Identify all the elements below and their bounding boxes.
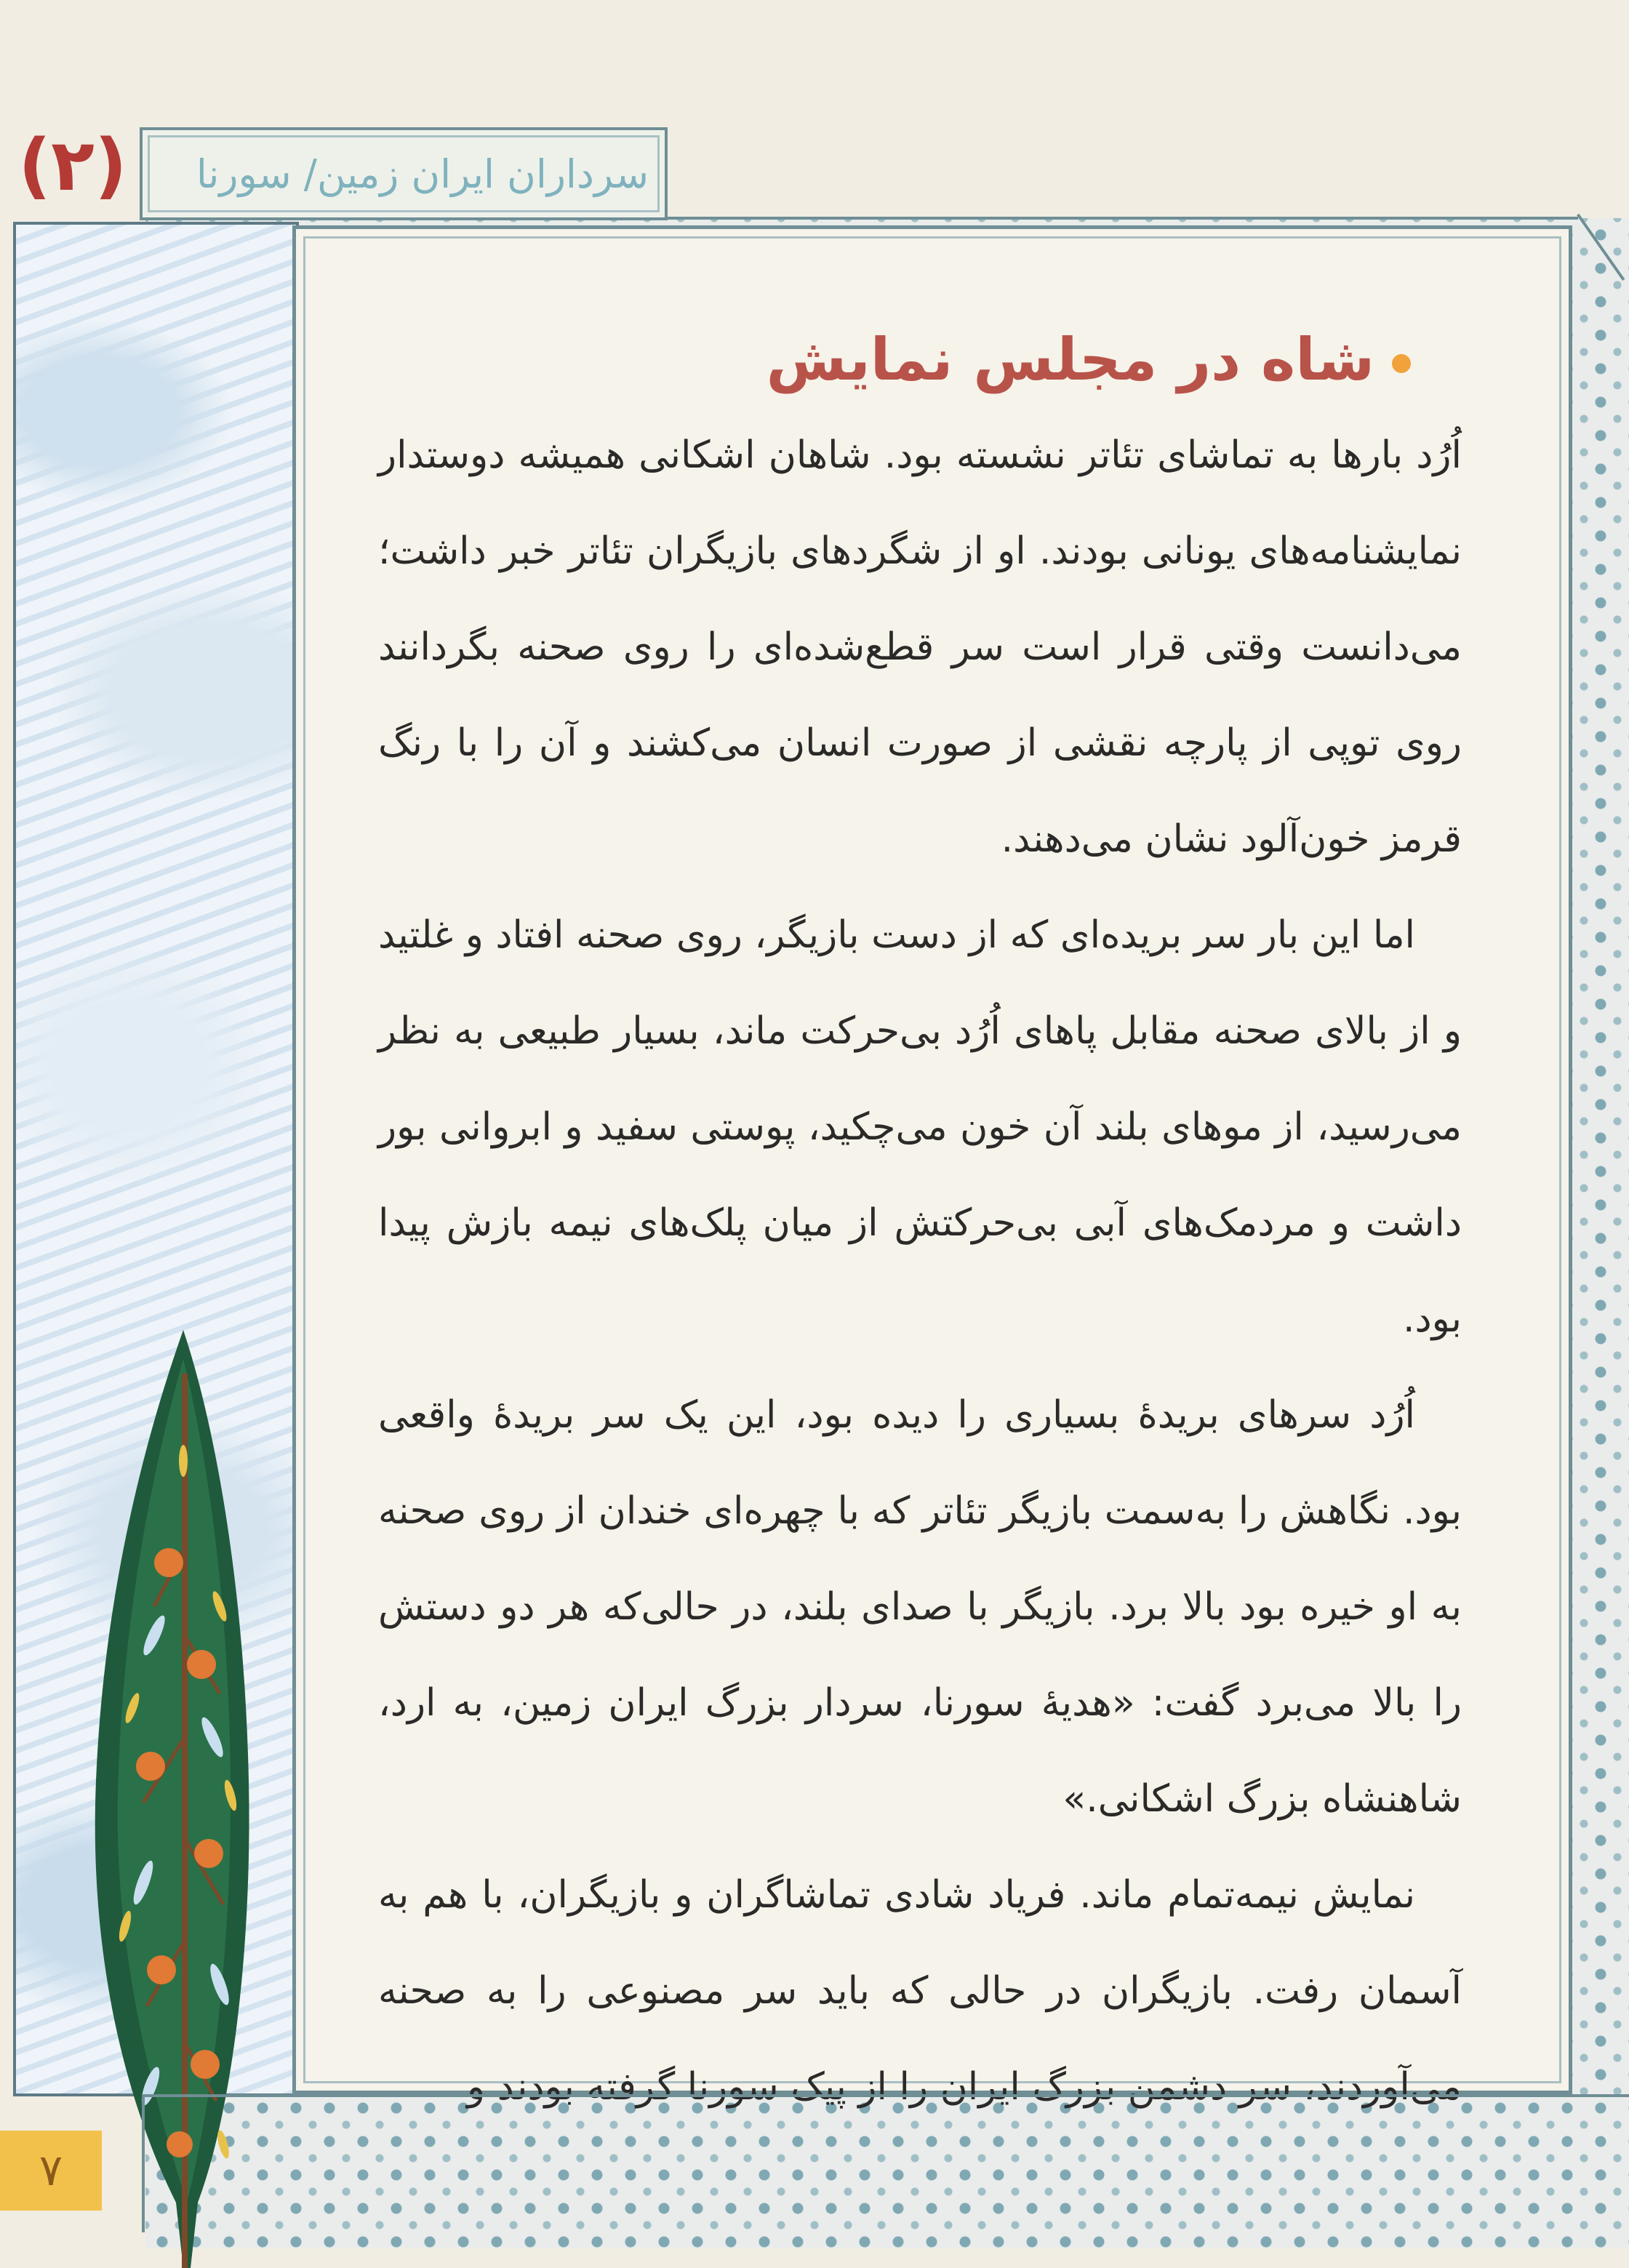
paragraph-2: اما این بار سر بریده‌ای که از دست بازیگر، روی صحنه افتاد و غلتید و از بالای صحنه مقابل پاهای اُرُد بی‌حرکت ماند، بسیار طبیعی به نظر می‌رسید، از موهای بلند آن خون می‌چکید، پوستی سفید و ابروانی بور داشت و مردمک‌های آبی بی‌حرکتش از میان پلک‌های نیمه بازش پیدا بود.	[378, 913, 1462, 1341]
heading-bullet-icon	[1392, 354, 1411, 373]
paragraph-1: اُرُد بارها به تماشای تئاتر نشسته بود. شاهان اشکانی همیشه دوستدار نمایشنامه‌های یونانی بودند. او از شگردهای بازیگران تئاتر خبر داشت؛ می‌دانست وقتی قرار است سر قطع‌شده‌ای را روی صحنه بگردانند روی توپی از پارچه نقشی از صورت انسان می‌کشند و آن را با رنگ قرمز خون‌آلود نشان می‌دهند.	[378, 433, 1462, 861]
chapter-number: (۲)	[18, 124, 127, 207]
article-body	[378, 407, 1462, 2135]
frame-top-line	[668, 217, 1578, 220]
book-title-box	[140, 127, 668, 220]
paragraph-4: نمایش نیمه‌تمام ماند. فریاد شادی تماشاگران و بازیگران، با هم به آسمان رفت. بازیگران در حالی که باید سر مصنوعی را به صحنه می‌آوردند، سر دشمن بزرگ ایران را از پیک سورنا گرفته بودند و	[378, 1873, 1462, 2109]
bottom-frame	[142, 2094, 1629, 2232]
left-illustration-strip	[13, 222, 299, 2096]
book-title: سرداران ایران زمین/ سورنا	[196, 151, 649, 197]
article-heading	[378, 320, 1411, 400]
article-heading-text: شاه در مجلس نمایش	[766, 326, 1374, 393]
paragraph-3: اُرُد سرهای بریدهٔ بسیاری را دیده بود، این یک سر بریدهٔ واقعی بود. نگاهش را به‌سمت بازیگر تئاتر که با چهره‌ای خندان از روی صحنه به او خیره بود بالا برد. بازیگر با صدای بلند، در حالی‌که هر دو دستش را بالا می‌برد گفت: «هدیهٔ سورنا، سردار بزرگ ایران زمین، به ارد، شاهنشاه بزرگ اشکانی.»	[378, 1393, 1462, 1821]
page-number: ۷	[0, 2131, 102, 2211]
